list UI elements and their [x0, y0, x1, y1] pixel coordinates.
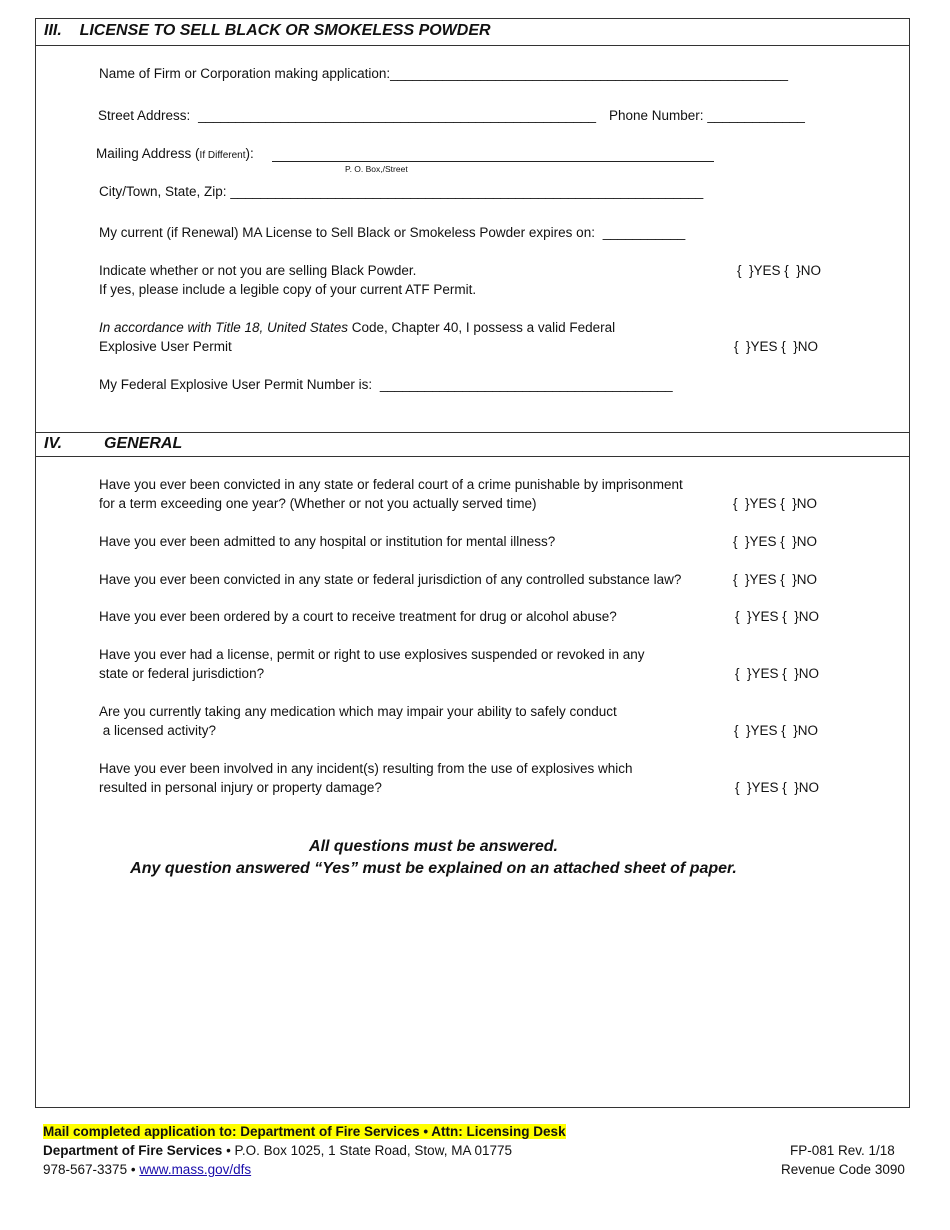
phone-number-blank[interactable]: _____________: [707, 108, 805, 123]
question-line1: Have you ever been involved in any incident(s) resulting from the use of explosives which: [99, 761, 633, 776]
firm-name-field[interactable]: [99, 66, 788, 81]
black-powder-yes-no[interactable]: { }YES { }NO: [737, 263, 822, 278]
revenue-code: Revenue Code 3090: [781, 1162, 905, 1177]
street-address-field[interactable]: [98, 108, 596, 123]
section4-header-rule: [35, 456, 910, 457]
section3-header-rule: [35, 45, 910, 46]
question-line1: Have you ever been convicted in any state or federal court of a crime punishable by imprisonment: [99, 477, 683, 492]
question-line1: Have you ever had a license, permit or right to use explosives suspended or revoked in any: [99, 647, 645, 662]
question-yes-no[interactable]: { }YES { }NO: [734, 723, 819, 738]
federal-permit-yes-no[interactable]: { }YES { }NO: [734, 339, 819, 354]
instruction-note-line1: All questions must be answered.: [309, 838, 558, 855]
mailing-address-label: Mailing Address (If Different):: [96, 146, 254, 161]
city-state-zip-field[interactable]: [99, 184, 703, 199]
federal-permit-question-line2: Explosive User Permit: [99, 339, 232, 354]
phone-number-label: Phone Number:: [609, 108, 704, 123]
federal-permit-number-blank[interactable]: _______________________________________: [379, 377, 673, 392]
federal-permit-number-field[interactable]: [99, 377, 673, 392]
black-powder-question-line2: If yes, please include a legible copy of your current ATF Permit.: [99, 282, 477, 297]
question-yes-no[interactable]: { }YES { }NO: [733, 496, 818, 511]
department-phone: 978-567-3375 •: [43, 1162, 140, 1177]
instruction-note-line2: Any question answered “Yes” must be explained on an attached sheet of paper.: [130, 860, 737, 877]
section4-number: IV.: [44, 435, 63, 452]
question-line2: resulted in personal injury or property damage?: [99, 780, 382, 795]
question-line2: for a term exceeding one year? (Whether or not you actually served time): [99, 496, 537, 511]
license-expiration-field[interactable]: [99, 225, 685, 240]
phone-number-field[interactable]: [609, 108, 805, 123]
if-different-note: If Different: [199, 150, 246, 161]
pobox-caption: P. O. Box,/Street: [345, 164, 408, 174]
license-expiration-blank[interactable]: ___________: [602, 225, 686, 240]
form-frame: [35, 18, 910, 1108]
question-line2: a licensed activity?: [99, 723, 217, 738]
dfs-website-link[interactable]: www.mass.gov/dfs: [139, 1162, 252, 1177]
mailing-address-blank[interactable]: [272, 161, 714, 162]
question-line2: state or federal jurisdiction?: [99, 666, 265, 681]
question-line1: Have you ever been convicted in any state or federal jurisdiction of any controlled substance law?: [99, 572, 682, 587]
question-line1: Are you currently taking any medication which may impair your ability to safely conduct: [99, 704, 617, 719]
firm-name-blank[interactable]: _____________________________________________________: [390, 66, 789, 81]
question-line1: Have you ever been admitted to any hospital or institution for mental illness?: [99, 534, 556, 549]
firm-name-label: Name of Firm or Corporation making application:: [99, 66, 391, 81]
question-yes-no[interactable]: { }YES { }NO: [735, 609, 820, 624]
question-yes-no[interactable]: { }YES { }NO: [735, 780, 820, 795]
department-address: Department of Fire Services • P.O. Box 1025, 1 State Road, Stow, MA 01775: [43, 1143, 512, 1158]
city-state-zip-label: City/Town, State, Zip:: [99, 184, 227, 199]
question-line1: Have you ever been ordered by a court to receive treatment for drug or alcohol abuse?: [99, 609, 617, 624]
department-name: Department of Fire Services: [43, 1143, 223, 1158]
federal-permit-question-line1: In accordance with Title 18, United States Code, Chapter 40, I possess a valid Federal: [99, 320, 616, 335]
section3-title: III. LICENSE TO SELL BLACK OR SMOKELESS POWDER: [44, 22, 491, 39]
license-expiration-label: My current (if Renewal) MA License to Sell Black or Smokeless Powder expires on:: [99, 225, 595, 240]
section4-top-rule: [35, 432, 910, 433]
street-address-label: Street Address:: [98, 108, 191, 123]
street-address-blank[interactable]: _____________________________________________________: [198, 108, 597, 123]
question-yes-no[interactable]: { }YES { }NO: [733, 534, 818, 549]
mail-to-instruction: Mail completed application to: Department of Fire Services • Attn: Licensing Desk: [43, 1124, 566, 1139]
city-state-zip-blank[interactable]: _______________________________________________________________: [230, 184, 704, 199]
contact-line: [43, 1162, 251, 1177]
federal-permit-number-label: My Federal Explosive User Permit Number is:: [99, 377, 373, 392]
section4-title: GENERAL: [104, 435, 183, 452]
question-yes-no[interactable]: { }YES { }NO: [735, 666, 820, 681]
form-number: FP-081 Rev. 1/18: [790, 1143, 895, 1158]
question-yes-no[interactable]: { }YES { }NO: [733, 572, 818, 587]
black-powder-question-line1: Indicate whether or not you are selling Black Powder.: [99, 263, 417, 278]
